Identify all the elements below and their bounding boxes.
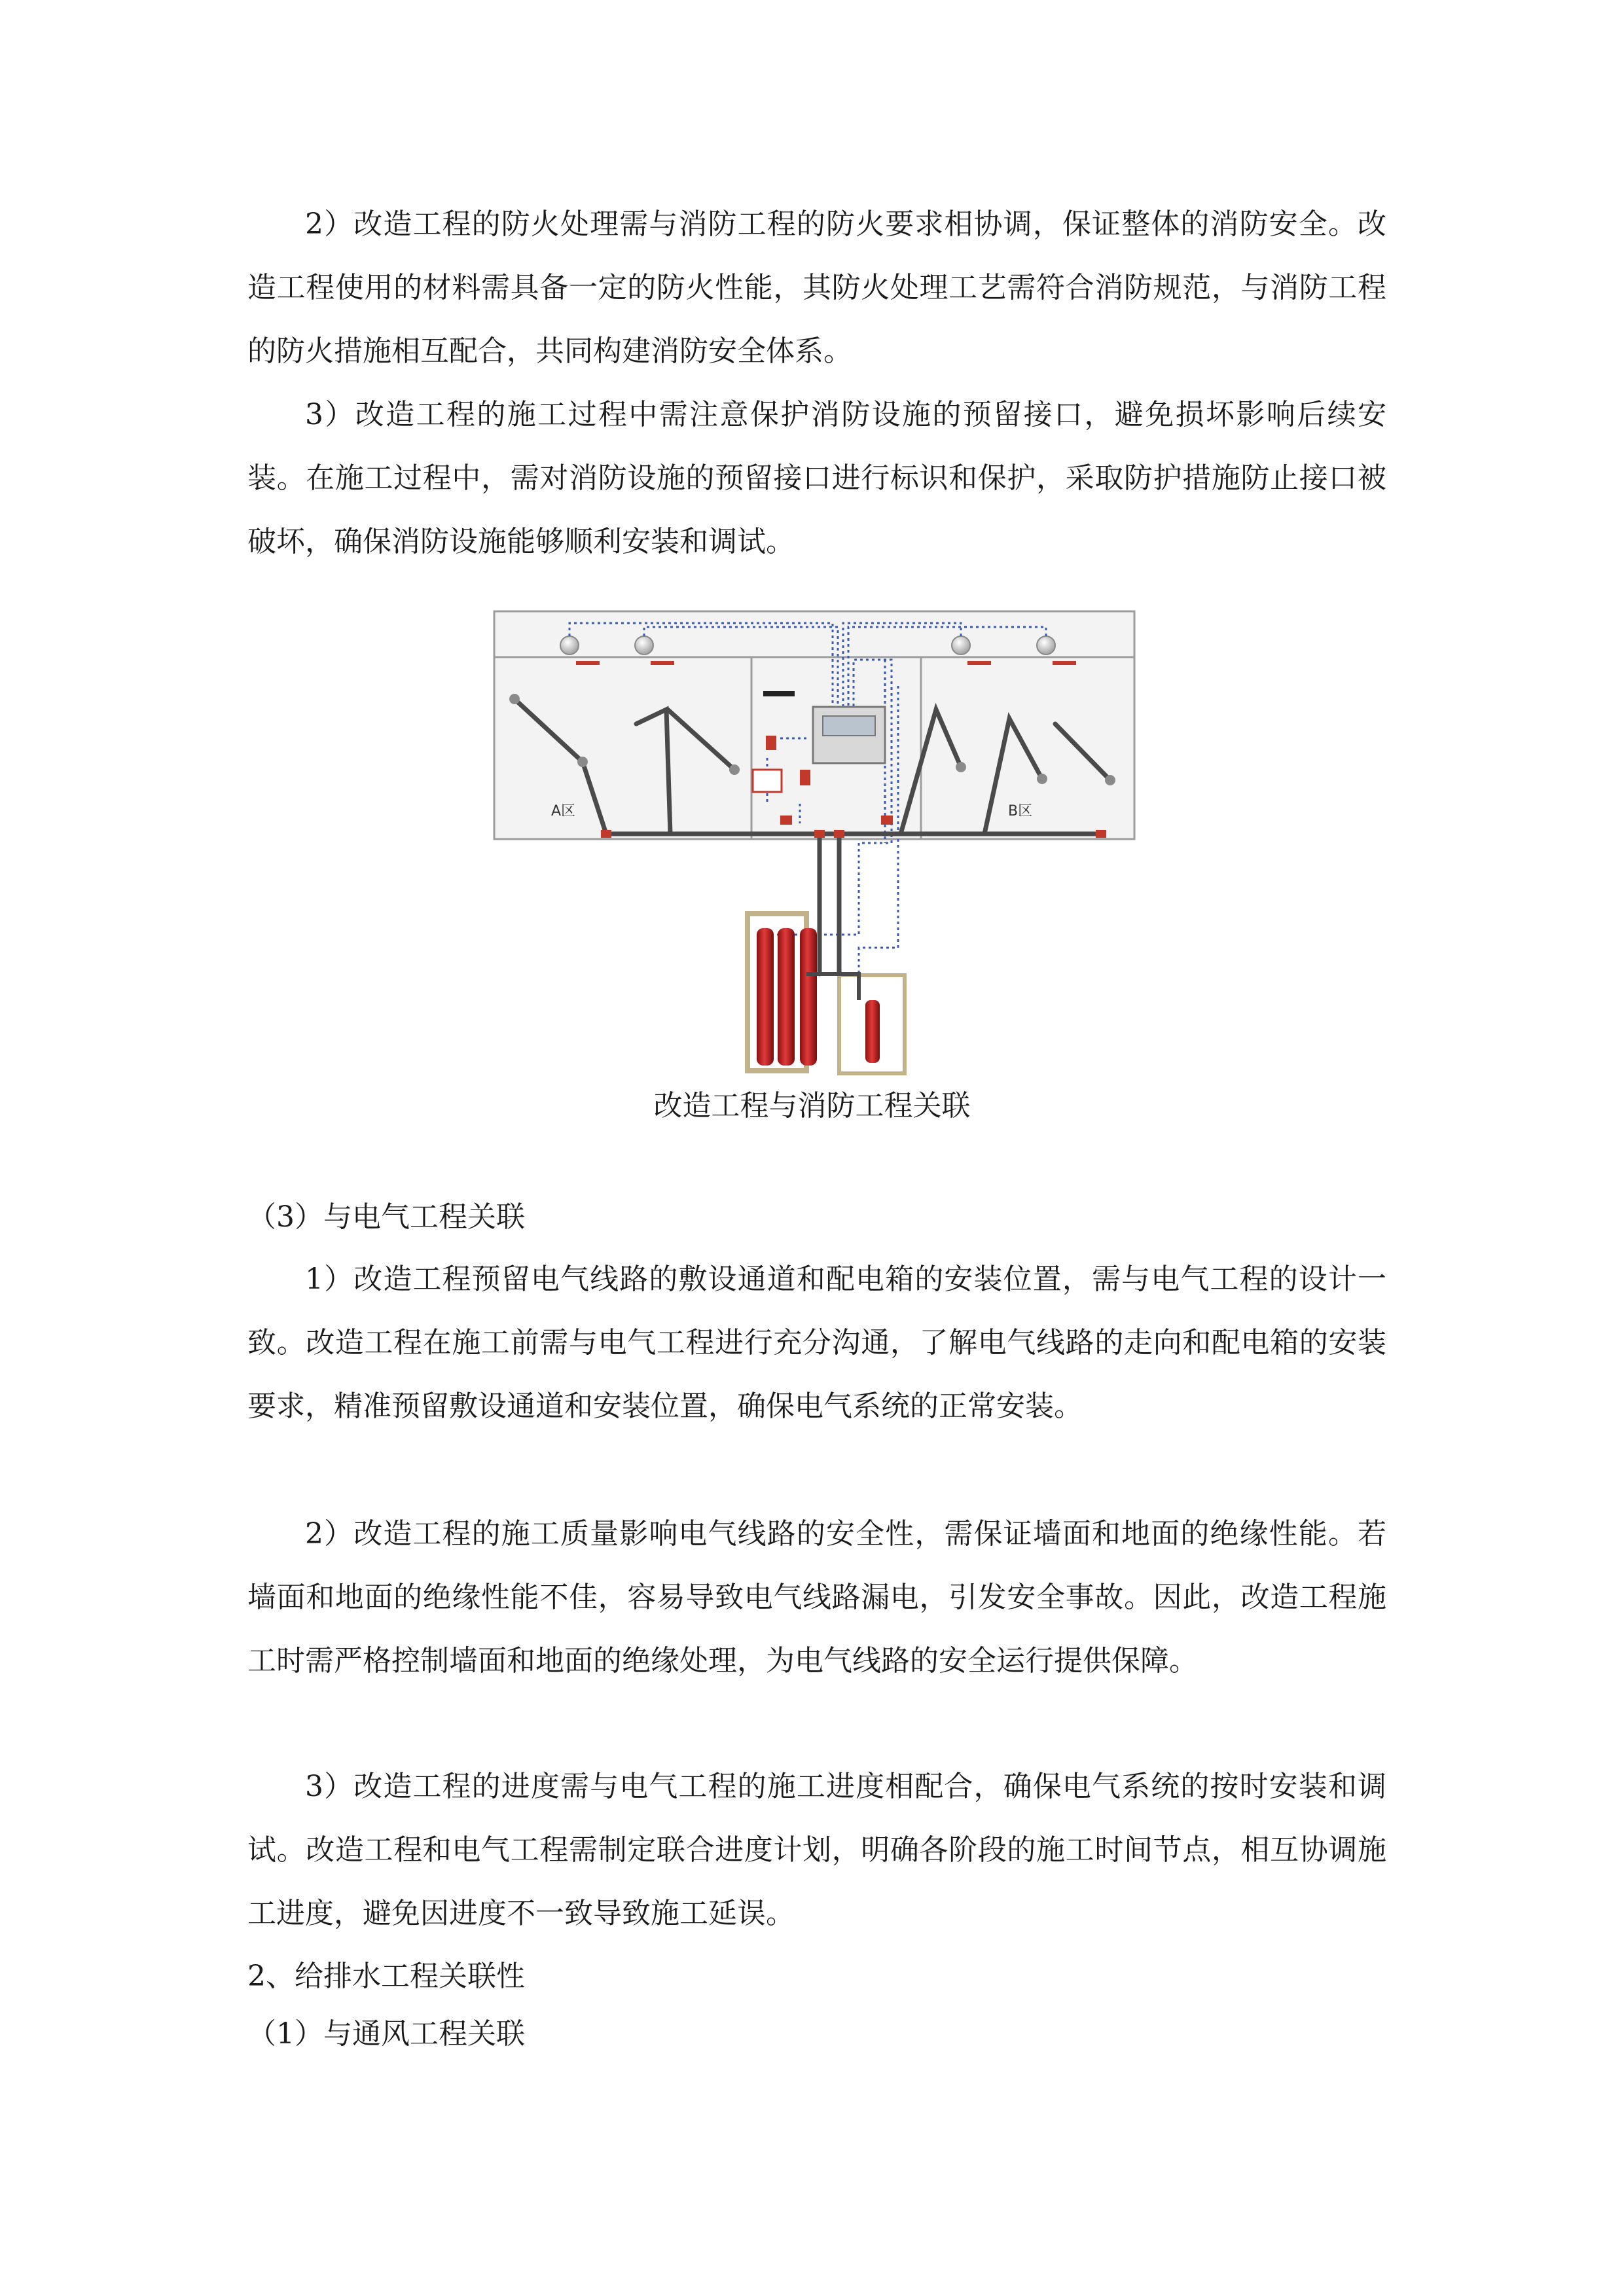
zone-a-label: A区 — [551, 803, 576, 819]
paragraph-fire-protection: 2）改造工程的防火处理需与消防工程的防火要求相协调，保证整体的消防安全。改造工程使用的材料需具备一定的防火性能，其防火处理工艺需符合消防规范，与消防工程的防火措施相互配合，共同构建消防安全体系。 — [247, 207, 1386, 368]
paragraph-reserved-interfaces: 3）改造工程的施工过程中需注意保护消防设施的预留接口，避免损坏影响后续安装。在施工过程中，需对消防设施的预留接口进行标识和保护，采取防护措施防止接口被破坏，确保消防设施能够顺利安装和调试。 — [247, 398, 1386, 558]
fire-system-diagram — [492, 607, 1137, 1076]
gas-cylinder — [865, 1000, 880, 1063]
zone-b-label: B区 — [1008, 803, 1033, 819]
cylinder-rack — [748, 914, 806, 1071]
heading-electrical: （3）与电气工程关联 — [247, 1200, 525, 1234]
heading-water: 2、给排水工程关联性 — [247, 1960, 525, 1993]
figure-caption: 改造工程与消防工程关联 — [653, 1089, 971, 1122]
heading-ventilation: （1）与通风工程关联 — [247, 2017, 525, 2051]
paragraph-electrical-schedule: 3）改造工程的进度需与电气工程的施工进度相配合，确保电气系统的按时安装和调试。改造工程和电气工程需制定联合进度计划，明确各阶段的施工时间节点，相互协调施工进度，避免因进度不一致导致施工延误。 — [247, 1770, 1386, 1930]
paragraph-electrical-routing: 1）改造工程预留电气线路的敷设通道和配电箱的安装位置，需与电气工程的设计一致。改造工程在施工前需与电气工程进行充分沟通，了解电气线路的走向和配电箱的安装要求，精准预留敷设通道和安装位置，确保电气系统的正常安装。 — [247, 1263, 1386, 1423]
gas-cylinder — [800, 928, 817, 1066]
paragraph-electrical-safety: 2）改造工程的施工质量影响电气线路的安全性，需保证墙面和地面的绝缘性能。若墙面和地面的绝缘性能不佳，容易导致电气线路漏电，引发安全事故。因此，改造工程施工时需严格控制墙面和地面的绝缘处理，为电气线路的安全运行提供保障。 — [247, 1517, 1386, 1677]
gas-cylinder — [757, 928, 774, 1066]
gas-cylinder — [778, 928, 795, 1066]
